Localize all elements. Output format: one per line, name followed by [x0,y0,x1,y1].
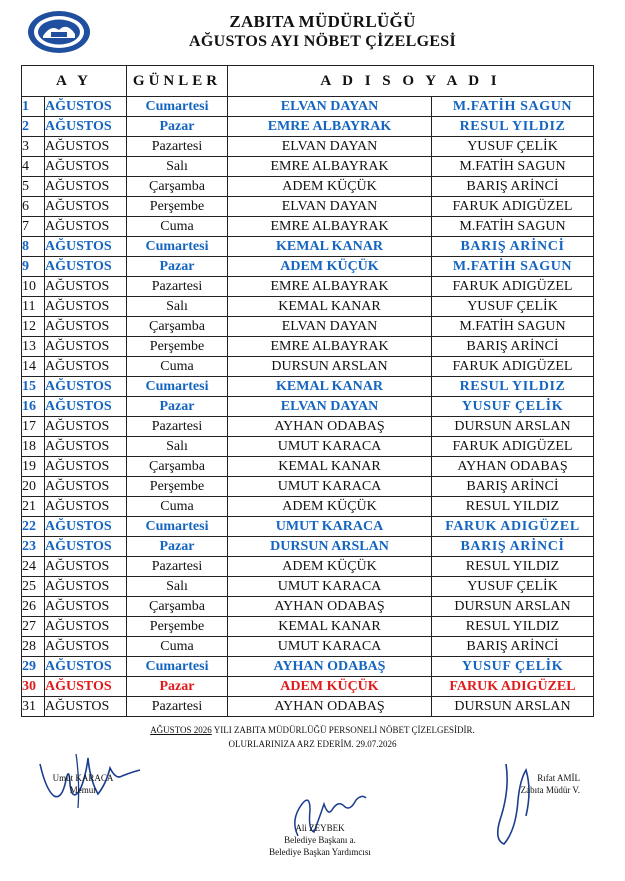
footer-note-period: AĞUSTOS 2026 [150,725,212,735]
month-cell: AĞUSTOS [45,237,127,257]
table-row [22,277,594,297]
second-officer-cell: YUSUF ÇELİK [432,297,594,317]
day-number-cell: 19 [22,457,45,477]
signer-title-secondary: Belediye Başkan Yardımcısı [269,847,371,857]
month-cell: AĞUSTOS [45,417,127,437]
day-number-cell: 6 [22,197,45,217]
weekday-cell: Pazar [127,397,228,417]
table-row [22,477,594,497]
weekday-cell: Pazartesi [127,697,228,717]
weekday-cell: Cuma [127,217,228,237]
month-cell: AĞUSTOS [45,597,127,617]
weekday-cell: Pazartesi [127,137,228,157]
first-officer-cell: EMRE ALBAYRAK [228,277,432,297]
table-row [22,597,594,617]
table-row [22,357,594,377]
month-cell: AĞUSTOS [45,277,127,297]
day-number-cell: 15 [22,377,45,397]
first-officer-cell: EMRE ALBAYRAK [228,337,432,357]
day-number-cell: 28 [22,637,45,657]
first-officer-cell: ADEM KÜÇÜK [228,557,432,577]
footer-note-date: OLURLARINIZA ARZ EDERİM. 29.07.2026 [228,739,397,749]
day-number-cell: 10 [22,277,45,297]
month-cell: AĞUSTOS [45,457,127,477]
table-row [22,97,594,117]
table-row [22,117,594,137]
first-officer-cell: AYHAN ODABAŞ [228,597,432,617]
second-officer-cell: YUSUF ÇELİK [432,397,594,417]
month-cell: AĞUSTOS [45,217,127,237]
footer-note-text: YILI ZABITA MÜDÜRLÜĞÜ PERSONELİ NÖBET ÇİZELGESİDİR. [211,725,475,735]
table-row [22,177,594,197]
second-officer-cell: FARUK ADIGÜZEL [432,677,594,697]
day-number-cell: 13 [22,337,45,357]
second-officer-cell: FARUK ADIGÜZEL [432,277,594,297]
day-number-cell: 24 [22,557,45,577]
signer-name: Umut KARACA [52,773,114,783]
weekday-cell: Perşembe [127,477,228,497]
table-row [22,417,594,437]
column-header-days: GÜNLER [127,66,228,97]
second-officer-cell: YUSUF ÇELİK [432,577,594,597]
page-title: ZABITA MÜDÜRLÜĞÜ [229,12,416,31]
first-officer-cell: ELVAN DAYAN [228,197,432,217]
weekday-cell: Perşembe [127,617,228,637]
weekday-cell: Cumartesi [127,657,228,677]
first-officer-cell: ELVAN DAYAN [228,137,432,157]
day-number-cell: 9 [22,257,45,277]
table-row [22,137,594,157]
first-officer-cell: KEMAL KANAR [228,617,432,637]
second-officer-cell: RESUL YILDIZ [432,617,594,637]
first-officer-cell: UMUT KARACA [228,577,432,597]
day-number-cell: 18 [22,437,45,457]
table-row [22,377,594,397]
duty-schedule-table [21,65,594,717]
second-officer-cell: RESUL YILDIZ [432,117,594,137]
month-cell: AĞUSTOS [45,357,127,377]
month-cell: AĞUSTOS [45,677,127,697]
month-cell: AĞUSTOS [45,97,127,117]
first-officer-cell: ADEM KÜÇÜK [228,177,432,197]
second-officer-cell: RESUL YILDIZ [432,377,594,397]
first-officer-cell: KEMAL KANAR [228,377,432,397]
weekday-cell: Pazar [127,677,228,697]
second-officer-cell: DURSUN ARSLAN [432,417,594,437]
signer-title: Memur [69,785,97,795]
table-row [22,197,594,217]
weekday-cell: Çarşamba [127,177,228,197]
first-officer-cell: DURSUN ARSLAN [228,357,432,377]
first-officer-cell: UMUT KARACA [228,477,432,497]
table-row [22,257,594,277]
first-officer-cell: EMRE ALBAYRAK [228,157,432,177]
day-number-cell: 3 [22,137,45,157]
first-officer-cell: UMUT KARACA [228,637,432,657]
second-officer-cell: M.FATİH SAGUN [432,217,594,237]
day-number-cell: 4 [22,157,45,177]
weekday-cell: Cumartesi [127,237,228,257]
first-officer-cell: ELVAN DAYAN [228,397,432,417]
second-officer-cell: BARIŞ ARİNCİ [432,637,594,657]
table-row [22,557,594,577]
second-officer-cell: DURSUN ARSLAN [432,697,594,717]
month-cell: AĞUSTOS [45,397,127,417]
first-officer-cell: ELVAN DAYAN [228,317,432,337]
table-row [22,637,594,657]
table-row [22,157,594,177]
first-officer-cell: DURSUN ARSLAN [228,537,432,557]
document-header [0,0,625,64]
first-officer-cell: ADEM KÜÇÜK [228,257,432,277]
table-row [22,397,594,417]
second-officer-cell: BARIŞ ARİNCİ [432,237,594,257]
month-cell: AĞUSTOS [45,557,127,577]
weekday-cell: Cumartesi [127,517,228,537]
month-cell: AĞUSTOS [45,257,127,277]
day-number-cell: 5 [22,177,45,197]
month-cell: AĞUSTOS [45,317,127,337]
table-row [22,697,594,717]
first-officer-cell: AYHAN ODABAŞ [228,417,432,437]
table-row [22,677,594,697]
day-number-cell: 30 [22,677,45,697]
signer-name: Rıfat AMİL [537,773,580,783]
weekday-cell: Pazar [127,537,228,557]
month-cell: AĞUSTOS [45,197,127,217]
first-officer-cell: AYHAN ODABAŞ [228,657,432,677]
day-number-cell: 1 [22,97,45,117]
weekday-cell: Cuma [127,497,228,517]
weekday-cell: Cuma [127,357,228,377]
month-cell: AĞUSTOS [45,137,127,157]
column-header-month: A Y [22,66,127,97]
first-officer-cell: EMRE ALBAYRAK [228,217,432,237]
second-officer-cell: RESUL YILDIZ [432,497,594,517]
month-cell: AĞUSTOS [45,577,127,597]
month-cell: AĞUSTOS [45,377,127,397]
day-number-cell: 11 [22,297,45,317]
second-officer-cell: FARUK ADIGÜZEL [432,357,594,377]
day-number-cell: 22 [22,517,45,537]
day-number-cell: 17 [22,417,45,437]
weekday-cell: Çarşamba [127,317,228,337]
table-row [22,657,594,677]
day-number-cell: 23 [22,537,45,557]
month-cell: AĞUSTOS [45,477,127,497]
day-number-cell: 26 [22,597,45,617]
second-officer-cell: FARUK ADIGÜZEL [432,517,594,537]
day-number-cell: 21 [22,497,45,517]
page-subtitle: AĞUSTOS AYI NÖBET ÇİZELGESİ [188,33,457,50]
month-cell: AĞUSTOS [45,117,127,137]
weekday-cell: Cumartesi [127,377,228,397]
first-officer-cell: EMRE ALBAYRAK [228,117,432,137]
day-number-cell: 31 [22,697,45,717]
weekday-cell: Perşembe [127,197,228,217]
weekday-cell: Pazar [127,257,228,277]
first-officer-cell: KEMAL KANAR [228,237,432,257]
first-officer-cell: ELVAN DAYAN [228,97,432,117]
table-row [22,337,594,357]
day-number-cell: 16 [22,397,45,417]
second-officer-cell: BARIŞ ARİNCİ [432,537,594,557]
signer-title: Belediye Başkanı a. [284,835,356,845]
weekday-cell: Çarşamba [127,597,228,617]
weekday-cell: Pazartesi [127,417,228,437]
day-number-cell: 20 [22,477,45,497]
first-officer-cell: AYHAN ODABAŞ [228,697,432,717]
second-officer-cell: YUSUF ÇELİK [432,657,594,677]
second-officer-cell: BARIŞ ARİNCİ [432,477,594,497]
weekday-cell: Salı [127,437,228,457]
weekday-cell: Salı [127,157,228,177]
table-header-row [22,66,594,97]
day-number-cell: 27 [22,617,45,637]
month-cell: AĞUSTOS [45,517,127,537]
month-cell: AĞUSTOS [45,497,127,517]
weekday-cell: Çarşamba [127,457,228,477]
signature-block-left [28,772,138,796]
first-officer-cell: UMUT KARACA [228,437,432,457]
first-officer-cell: KEMAL KANAR [228,457,432,477]
weekday-cell: Cuma [127,637,228,657]
month-cell: AĞUSTOS [45,297,127,317]
month-cell: AĞUSTOS [45,617,127,637]
month-cell: AĞUSTOS [45,177,127,197]
day-number-cell: 2 [22,117,45,137]
day-number-cell: 25 [22,577,45,597]
table-row [22,437,594,457]
second-officer-cell: FARUK ADIGÜZEL [432,437,594,457]
weekday-cell: Cumartesi [127,97,228,117]
weekday-cell: Perşembe [127,337,228,357]
second-officer-cell: AYHAN ODABAŞ [432,457,594,477]
day-number-cell: 14 [22,357,45,377]
table-row [22,517,594,537]
signature-block-right [440,772,580,796]
day-number-cell: 8 [22,237,45,257]
month-cell: AĞUSTOS [45,637,127,657]
table-row [22,297,594,317]
first-officer-cell: ADEM KÜÇÜK [228,677,432,697]
table-row [22,617,594,637]
table-row [22,237,594,257]
table-row [22,217,594,237]
day-number-cell: 29 [22,657,45,677]
footer-note [0,725,625,735]
weekday-cell: Salı [127,577,228,597]
month-cell: AĞUSTOS [45,537,127,557]
second-officer-cell: FARUK ADIGÜZEL [432,197,594,217]
second-officer-cell: DURSUN ARSLAN [432,597,594,617]
second-officer-cell: M.FATİH SAGUN [432,257,594,277]
signer-title: Zabıta Müdür V. [520,785,580,795]
second-officer-cell: BARIŞ ARİNCİ [432,337,594,357]
month-cell: AĞUSTOS [45,437,127,457]
second-officer-cell: M.FATİH SAGUN [432,317,594,337]
second-officer-cell: YUSUF ÇELİK [432,137,594,157]
second-officer-cell: RESUL YILDIZ [432,557,594,577]
weekday-cell: Pazartesi [127,277,228,297]
signature-block-center [240,822,400,858]
day-number-cell: 7 [22,217,45,237]
first-officer-cell: UMUT KARACA [228,517,432,537]
signer-name: Ali ZEYBEK [295,823,345,833]
table-row [22,317,594,337]
weekday-cell: Pazartesi [127,557,228,577]
first-officer-cell: KEMAL KANAR [228,297,432,317]
first-officer-cell: ADEM KÜÇÜK [228,497,432,517]
table-row [22,457,594,477]
month-cell: AĞUSTOS [45,697,127,717]
second-officer-cell: M.FATİH SAGUN [432,157,594,177]
second-officer-cell: M.FATİH SAGUN [432,97,594,117]
weekday-cell: Pazar [127,117,228,137]
weekday-cell: Salı [127,297,228,317]
table-row [22,577,594,597]
month-cell: AĞUSTOS [45,657,127,677]
day-number-cell: 12 [22,317,45,337]
second-officer-cell: BARIŞ ARİNCİ [432,177,594,197]
column-header-name: A D I S O Y A D I [228,66,594,97]
table-row [22,537,594,557]
month-cell: AĞUSTOS [45,157,127,177]
month-cell: AĞUSTOS [45,337,127,357]
table-row [22,497,594,517]
